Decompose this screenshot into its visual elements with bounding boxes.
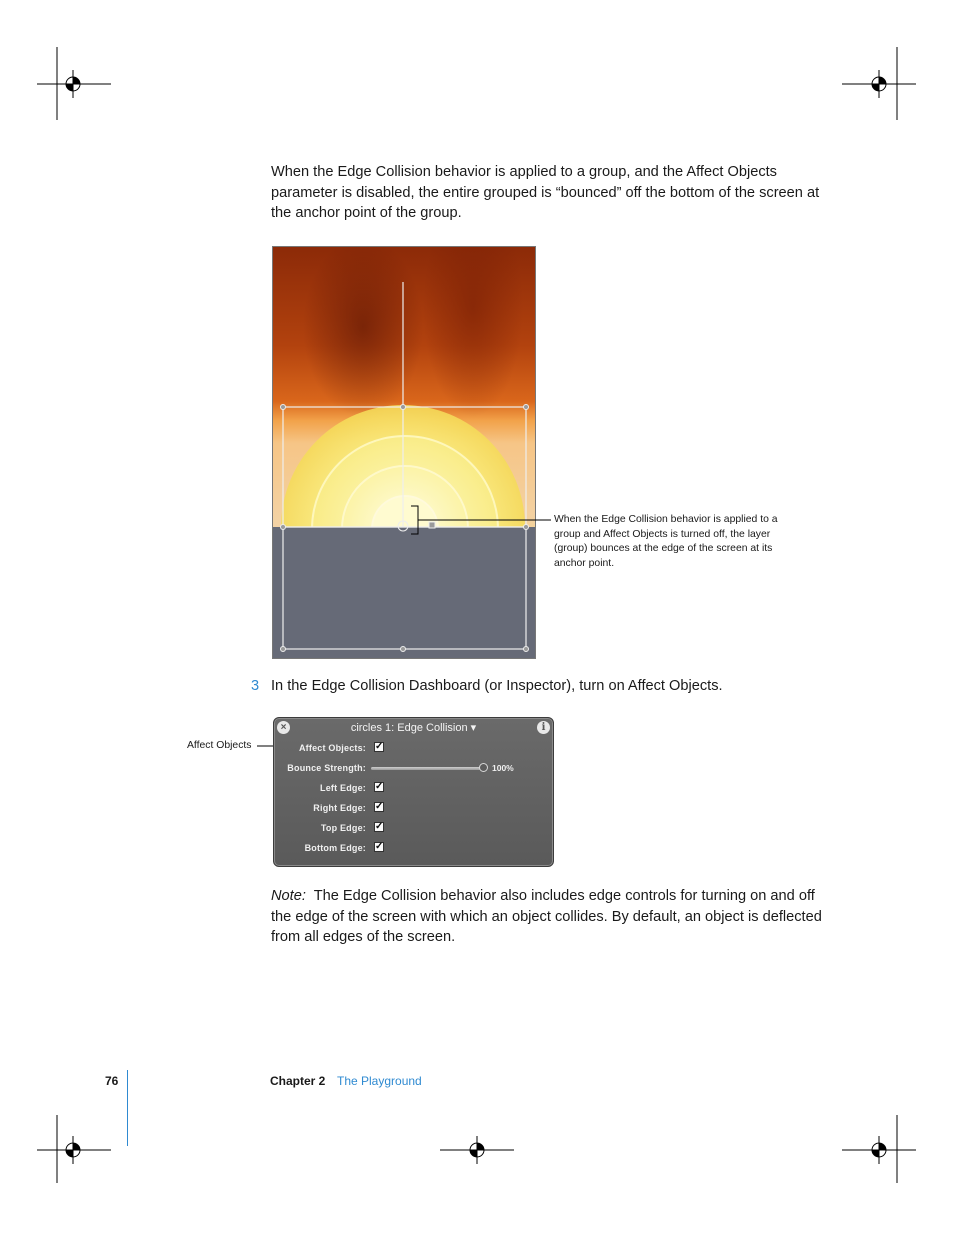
- affect-objects-row: [274, 741, 553, 755]
- callout-text: When the Edge Collision behavior is applied to a group and Affect Objects is turned off, the layer (group) bounces at the edge of the screen at its anchor point.: [554, 514, 778, 570]
- bounce-strength-slider-knob[interactable]: [479, 763, 488, 772]
- step-text: In the Edge Collision Dashboard (or Inspector), turn on Affect Objects.: [271, 678, 723, 694]
- affect-objects-label: Affect Objects:: [298, 743, 366, 753]
- top-edge-label: Top Edge:: [320, 823, 366, 833]
- top-edge-row: [274, 821, 553, 835]
- left-edge-label: Left Edge:: [320, 783, 366, 793]
- chapter-label: Chapter 2: [270, 1074, 326, 1088]
- left-edge-row: [274, 781, 553, 795]
- affect-objects-checkbox[interactable]: ✓: [375, 741, 384, 752]
- top-edge-checkbox[interactable]: ✓: [375, 821, 384, 832]
- left-edge-checkbox[interactable]: ✓: [375, 781, 384, 792]
- close-icon[interactable]: ×: [277, 721, 290, 734]
- bottom-edge-label: Bottom Edge:: [304, 843, 366, 853]
- bottom-edge-checkbox[interactable]: ✓: [375, 841, 384, 852]
- info-icon[interactable]: i: [537, 721, 550, 734]
- note-paragraph: [271, 886, 826, 948]
- right-edge-checkbox[interactable]: ✓: [375, 801, 384, 812]
- note-label: Note:: [271, 888, 306, 904]
- chapter-title: The Playground: [337, 1074, 422, 1088]
- step-number: 3: [251, 678, 260, 694]
- dashboard-title[interactable]: circles 1: Edge Collision ▾: [350, 722, 477, 734]
- bounce-strength-slider[interactable]: [371, 767, 483, 770]
- right-edge-row: [274, 801, 553, 815]
- edge-collision-dashboard: [273, 717, 554, 867]
- intro-paragraph: When the Edge Collision behavior is applied to a group, and the Affect Objects parameter is disabled, the entire grouped is “bounced” off the bottom of the screen at the anchor point of the group.: [271, 164, 820, 221]
- note-text: The Edge Collision behavior also includes edge controls for turning on and off the edge of the screen with which an object collides. By default, an object is deflected from all edges of the screen.: [271, 888, 822, 945]
- bounce-strength-row: [274, 761, 553, 775]
- bounce-strength-label: Bounce Strength:: [287, 763, 366, 773]
- right-edge-label: Right Edge:: [313, 803, 366, 813]
- footer-rule: [127, 1070, 128, 1146]
- bounce-strength-value[interactable]: 100%: [492, 763, 514, 773]
- affect-objects-callout-label: Affect Objects: [187, 740, 252, 751]
- bottom-edge-row: [274, 841, 553, 855]
- page-number: 76: [105, 1074, 119, 1088]
